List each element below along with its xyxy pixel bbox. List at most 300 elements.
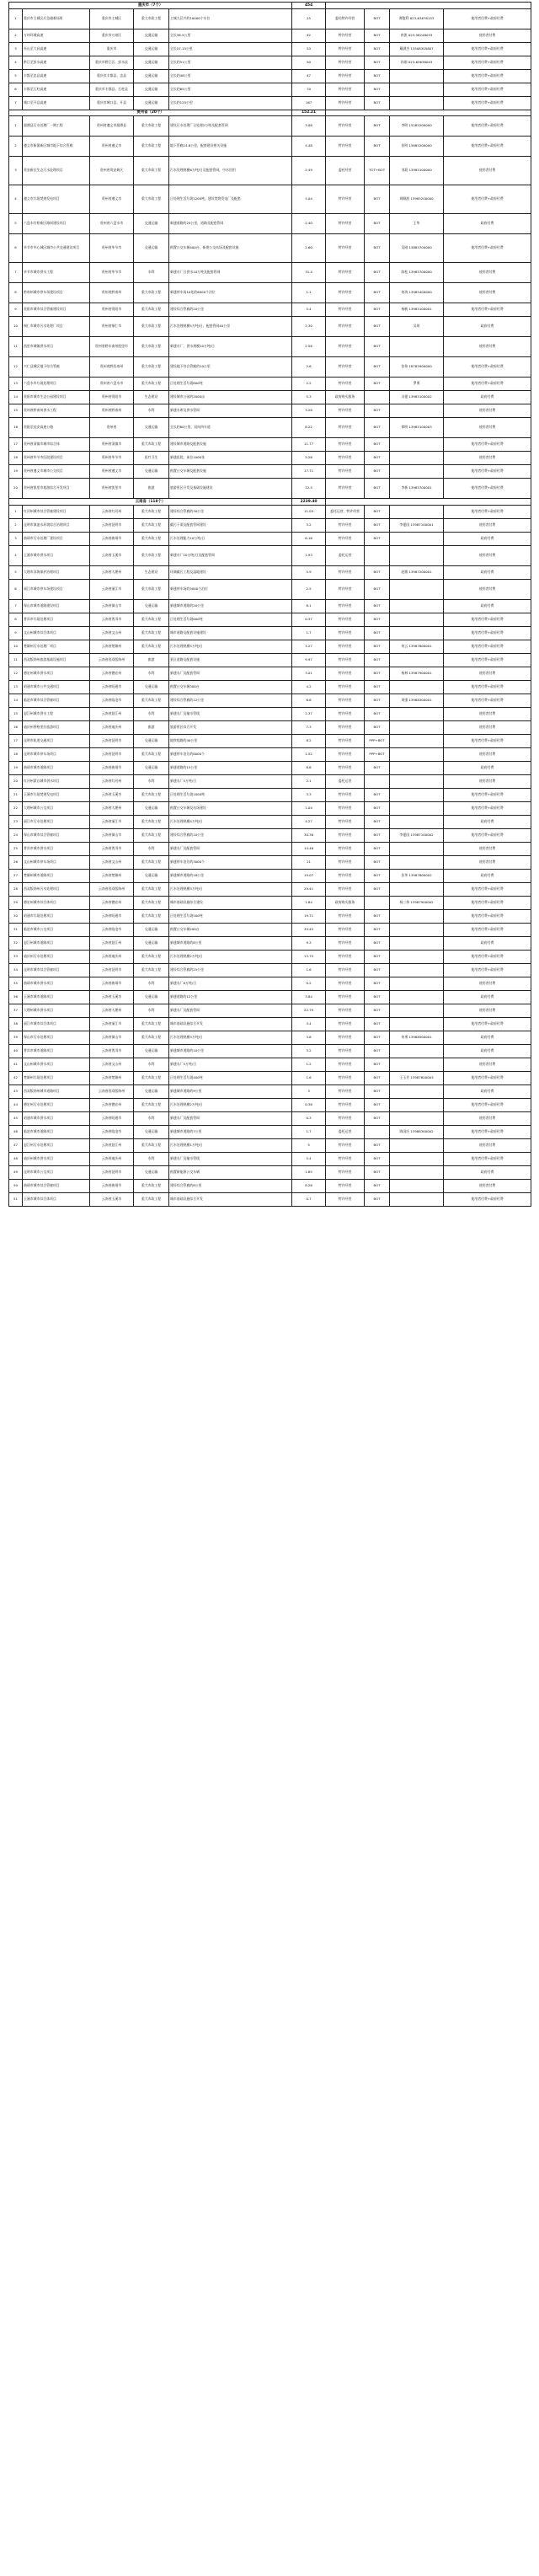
cell-mode: BOT [365, 465, 390, 479]
cell-return: 使用者付费 [444, 855, 531, 869]
cell-invest: 0.36 [292, 1098, 326, 1111]
cell-invest: 3.28 [292, 404, 326, 418]
cell-unit: 重庆市万州区 [90, 29, 134, 42]
table-row [9, 234, 531, 263]
cell-name: 贵州省清镇市城市综合体 [23, 438, 90, 452]
cell-contact [390, 404, 444, 418]
cell-no: 49 [9, 1165, 23, 1179]
cell-content: 全长约48公里 [169, 69, 292, 83]
cell-mode: BOT [365, 96, 390, 110]
table-row [9, 1152, 531, 1165]
cell-name: 贵阳市城市生态公园建设项目 [23, 391, 90, 404]
cell-no: 44 [9, 1098, 23, 1111]
cell-content: 新建城市道路约10公里 [169, 1044, 292, 1058]
cell-no: 3 [9, 157, 23, 185]
cell-no: 7 [9, 263, 23, 283]
cell-mode: BOT [365, 1004, 390, 1017]
cell-contact [390, 977, 444, 990]
cell-name: 黔南州城市停车场建设项目 [23, 283, 90, 303]
cell-invest: 5 [292, 1138, 326, 1152]
cell-contact [390, 774, 444, 788]
cell-content: 新建道路约15公里 [169, 761, 292, 774]
cell-unit: 贵州省黔西南州 [90, 357, 134, 378]
cell-unit: 云南省迪庆州 [90, 1152, 134, 1165]
cell-sector: 重大市政工程 [134, 317, 169, 337]
cell-mode: BOT [365, 357, 390, 378]
cell-unit: 云南省丽江市 [90, 815, 134, 828]
cell-unit: 云南省普洱市 [90, 613, 134, 626]
cell-content: 购置新能源公交车辆 [169, 1165, 292, 1179]
cell-sector: 交通运输 [134, 936, 169, 950]
cell-contact [390, 1098, 444, 1111]
cell-contact: 杨林 13987900001 [390, 667, 444, 680]
cell-name: 毕节市城市供水工程 [23, 263, 90, 283]
section-total: 454 [292, 3, 326, 9]
cell-mode [365, 391, 390, 404]
table-row [9, 936, 531, 950]
cell-mode: BOT [365, 438, 390, 452]
cell-invest: 42 [292, 29, 326, 42]
cell-sector: 重大市政工程 [134, 855, 169, 869]
cell-content: 污水处理规模5万吨/日 [169, 640, 292, 653]
cell-content: 环湖截污工程及湿地建设 [169, 565, 292, 579]
cell-name: 贵阳市城市综合管廊建设项目 [23, 303, 90, 317]
cell-mode [365, 774, 390, 788]
cell-sector: 重大市政工程 [134, 747, 169, 761]
table-row [9, 69, 531, 83]
section-row [9, 3, 531, 9]
cell-mode: BOT [365, 761, 390, 774]
cell-content: 污水处理规模5万吨/日，配套管网40公里 [169, 317, 292, 337]
cell-contact: 吴琼 [390, 317, 444, 337]
cell-return: 使用者付费+政府付费 [444, 694, 531, 707]
cell-name: 铜仁市城市污水处理厂项目 [23, 317, 90, 337]
cell-content: 新建水厂日供水10万吨及配套管网 [169, 263, 292, 283]
table-row [9, 1125, 531, 1138]
cell-contact: 赵敏 13987200001 [390, 565, 444, 579]
cell-return: 使用者付费+政府付费 [444, 465, 531, 479]
cell-sector: 重大市政工程 [134, 378, 169, 391]
cell-sector: 重大市政工程 [134, 1098, 169, 1111]
cell-unit: 云南省昭通市 [90, 680, 134, 694]
cell-content: 新建水库及供水管网 [169, 404, 292, 418]
cell-mode: BOT [365, 137, 390, 157]
cell-model: 特许经营 [326, 1017, 365, 1031]
cell-name: 黔江至彭水高速 [23, 56, 90, 69]
cell-no: 18 [9, 747, 23, 761]
cell-model: 特许经营 [326, 317, 365, 337]
table-row [9, 680, 531, 694]
cell-unit: 云南省昆明市 [90, 1165, 134, 1179]
cell-invest: 2.56 [292, 337, 326, 357]
cell-model: 特许经营 [326, 1084, 365, 1098]
cell-return: 使用者付费+政府付费 [444, 734, 531, 747]
cell-return: 使用者付费+政府付费 [444, 1071, 531, 1084]
cell-content: 新建水厂，供水规模10万吨/日 [169, 337, 292, 357]
cell-unit: 重庆市城口县、开县 [90, 96, 134, 110]
cell-model: 特许经营 [326, 1031, 365, 1044]
cell-sector: 交通运输 [134, 869, 169, 882]
cell-content: 截污干渠及配套管网建设 [169, 518, 292, 532]
cell-unit: 重庆市丰都县、石柱县 [90, 83, 134, 96]
cell-model: 特许经营 [326, 599, 365, 613]
cell-unit: 云南省大理州 [90, 1004, 134, 1017]
cell-model: 特许经营 [326, 214, 365, 234]
cell-contact [390, 923, 444, 936]
cell-sector: 交通运输 [134, 96, 169, 110]
cell-return: 使用者付费+政府付费 [444, 1017, 531, 1031]
cell-return: 政府付费 [444, 599, 531, 613]
cell-no: 24 [9, 828, 23, 842]
cell-mode: BOT [365, 694, 390, 707]
cell-no: 42 [9, 1071, 23, 1084]
cell-content: 建设综合管廊约10公里 [169, 828, 292, 842]
cell-model: 特许经营 [326, 1152, 365, 1165]
cell-invest: 2.2 [292, 378, 326, 391]
cell-mode: BOT [365, 801, 390, 815]
cell-content: 新建水厂5万吨/日 [169, 774, 292, 788]
cell-return: 使用者付费+政府付费 [444, 680, 531, 694]
cell-model: 特许经营 [326, 1111, 365, 1125]
cell-content: 新建水厂及配套管网 [169, 667, 292, 680]
cell-unit: 贵州省遵义市湄潭县 [90, 116, 134, 137]
cell-invest: 1.52 [292, 747, 326, 761]
cell-name: 文山州城市综合体项目 [23, 626, 90, 640]
cell-name: 临沧市城市公交项目 [23, 923, 90, 936]
cell-model: 特许经营 [326, 532, 365, 545]
cell-content: 新建医院，床位1000张 [169, 452, 292, 465]
cell-unit: 云南省大理州 [90, 565, 134, 579]
cell-content: 污水处理规模2万吨/日 [169, 1098, 292, 1111]
cell-content: 全长57.15公里 [169, 42, 292, 56]
table-row [9, 1179, 531, 1192]
cell-return: 使用者付费 [444, 337, 531, 357]
cell-mode: BOT [365, 1071, 390, 1084]
cell-model: 特许经营 [326, 579, 365, 599]
cell-model: 特许经营 [326, 1165, 365, 1179]
cell-model: 特许经营 [326, 283, 365, 303]
table-row [9, 29, 531, 42]
table-row [9, 842, 531, 855]
cell-invest: 1.27 [292, 640, 326, 653]
cell-return: 使用者付费+政府付费 [444, 96, 531, 110]
cell-model: 委托运营 [326, 774, 365, 788]
cell-contact: 张伟 18785900000 [390, 357, 444, 378]
cell-unit: 贵州省遵义市 [90, 185, 134, 214]
cell-name: 贵州省凯里市旅游综合开发项目 [23, 479, 90, 499]
table-row [9, 56, 531, 69]
table-row [9, 761, 531, 774]
cell-mode: BOT [365, 990, 390, 1004]
cell-sector: 重大市政工程 [134, 788, 169, 801]
cell-return: 政府付费 [444, 869, 531, 882]
cell-return: 使用者付费 [444, 747, 531, 761]
cell-content: 污水处理规模2万吨/日 [169, 950, 292, 963]
cell-mode: BOT [365, 234, 390, 263]
cell-no: 41 [9, 1058, 23, 1071]
cell-contact [390, 1111, 444, 1125]
cell-invest: 1.84 [292, 896, 326, 909]
cell-content: 购置公交车辆及站场建设 [169, 801, 292, 815]
cell-invest: 31.4 [292, 263, 326, 283]
cell-no: 36 [9, 990, 23, 1004]
cell-return: 使用者付费+政府付费 [444, 801, 531, 815]
cell-unit: 云南省曲靖市 [90, 761, 134, 774]
cell-model: 特许经营 [326, 518, 365, 532]
cell-unit: 云南省楚雄州 [90, 869, 134, 882]
cell-mode: BOT [365, 667, 390, 680]
cell-return: 使用者付费 [444, 842, 531, 855]
cell-contact [390, 990, 444, 1004]
cell-contact [390, 337, 444, 357]
cell-contact [390, 83, 444, 96]
cell-contact [390, 842, 444, 855]
cell-invest: 1.7 [292, 1125, 326, 1138]
cell-model: 特许经营 [326, 788, 365, 801]
cell-no: 5 [9, 69, 23, 83]
cell-mode: BOT [365, 977, 390, 990]
cell-content: 购置公交车辆及配套设施 [169, 465, 292, 479]
cell-model: 特许经营 [326, 1071, 365, 1084]
cell-invest: 2.40 [292, 214, 326, 234]
cell-content: 新建水厂及配套管网 [169, 842, 292, 855]
cell-model: 委托特许经营 [326, 8, 365, 29]
cell-name: 迪庆州城市供水项目 [23, 1152, 90, 1165]
table-row [9, 438, 531, 452]
cell-name: 德宏州城市综合体项目 [23, 896, 90, 909]
cell-no: 47 [9, 1138, 23, 1152]
cell-model: 特许经营 [326, 42, 365, 56]
cell-return: 使用者付费 [444, 283, 531, 303]
cell-name: 大理州城市公交项目 [23, 801, 90, 815]
cell-no: 1 [9, 116, 23, 137]
cell-invest: 5.26 [292, 452, 326, 465]
cell-name: 怒江州污水处理项目 [23, 1138, 90, 1152]
cell-no: 35 [9, 977, 23, 990]
section-blank [326, 3, 531, 9]
cell-contact [390, 69, 444, 83]
cell-return: 使用者付费+政府付费 [444, 116, 531, 137]
cell-content: 建设综合管廊约20公里 [169, 303, 292, 317]
cell-no: 5 [9, 214, 23, 234]
cell-invest: 2.6 [292, 357, 326, 378]
cell-content: 日处理生活垃圾1000吨 [169, 788, 292, 801]
cell-invest: 2.30 [292, 317, 326, 337]
cell-contact [390, 815, 444, 828]
cell-sector: 重大市政工程 [134, 337, 169, 357]
cell-no: 50 [9, 1179, 23, 1192]
cell-name: 万州环城高速 [23, 29, 90, 42]
cell-invest: 11.77 [292, 438, 326, 452]
cell-return: 使用者付费+政府付费 [444, 479, 531, 499]
cell-no: 11 [9, 653, 23, 667]
cell-content: 新建水厂及配套管网 [169, 1004, 292, 1017]
cell-return: 政府付费 [444, 532, 531, 545]
cell-model: 特许经营 [326, 707, 365, 720]
cell-contact [390, 788, 444, 801]
cell-contact: 周强 13988300001 [390, 694, 444, 707]
cell-invest: 3.4 [292, 1017, 326, 1031]
cell-unit: 云南省红河州 [90, 505, 134, 518]
cell-unit: 云南省普洱市 [90, 1044, 134, 1058]
cell-mode: BOT [365, 337, 390, 357]
cell-sector: 水利 [134, 1058, 169, 1071]
cell-sector: 交通运输 [134, 1125, 169, 1138]
cell-contact [390, 1152, 444, 1165]
cell-invest: 0.3 [292, 1111, 326, 1125]
cell-contact [390, 545, 444, 565]
cell-invest: 2.60 [292, 234, 326, 263]
cell-contact [390, 1004, 444, 1017]
cell-contact [390, 747, 444, 761]
cell-return: 使用者付费 [444, 545, 531, 565]
cell-unit: 云南省西双版纳州 [90, 1084, 134, 1098]
cell-sector: 交通运输 [134, 1084, 169, 1098]
cell-content: 污水处理规模1万吨/日 [169, 1138, 292, 1152]
cell-content: 新建水厂及配套管网 [169, 1111, 292, 1125]
cell-unit: 云南省曲靖市 [90, 1179, 134, 1192]
cell-no: 15 [9, 404, 23, 418]
cell-unit: 云南省德宏州 [90, 896, 134, 909]
cell-mode: BOT [365, 842, 390, 855]
cell-return: 使用者付费+政府付费 [444, 1098, 531, 1111]
cell-content: 建设城市公园约2000亩 [169, 391, 292, 404]
cell-return: 使用者付费+政府付费 [444, 653, 531, 667]
table-row [9, 545, 531, 565]
cell-contact [390, 680, 444, 694]
cell-sector: 水利 [134, 1152, 169, 1165]
cell-content: 新建道路约12公里 [169, 990, 292, 1004]
cell-unit: 云南省迪庆州 [90, 720, 134, 734]
cell-return: 政府付费 [444, 1031, 531, 1044]
cell-return: 使用者付费 [444, 1179, 531, 1192]
cell-model: 特许经营 [326, 69, 365, 83]
cell-content: 污水处理规模3万吨/日 [169, 1031, 292, 1044]
cell-invest: 6.16 [292, 532, 326, 545]
cell-invest: 0.2 [292, 977, 326, 990]
cell-invest: 9.97 [292, 653, 326, 667]
table-row [9, 1017, 531, 1031]
table-row [9, 1165, 531, 1179]
cell-return: 使用者付费+政府付费 [444, 83, 531, 96]
cell-sector: 交通运输 [134, 69, 169, 83]
cell-contact [390, 707, 444, 720]
cell-model: 特许经营 [326, 404, 365, 418]
cell-model: 委托运营 [326, 545, 365, 565]
cell-sector: 重大市政工程 [134, 518, 169, 532]
table-row [9, 452, 531, 465]
table-row [9, 1192, 531, 1206]
cell-content: 新建停车泊位约8000个 [169, 747, 292, 761]
table-row [9, 42, 531, 56]
table-row [9, 1084, 531, 1098]
cell-mode: BOT [365, 56, 390, 69]
cell-return: 使用者付费+政府付费 [444, 42, 531, 56]
table-row [9, 579, 531, 599]
cell-mode: BOT [365, 1138, 390, 1152]
cell-content: 日处理生活垃圾500吨 [169, 909, 292, 923]
cell-mode [365, 545, 390, 565]
cell-mode: BOT [365, 613, 390, 626]
cell-unit: 云南省红河州 [90, 774, 134, 788]
table-row [9, 882, 531, 896]
cell-sector: 交通运输 [134, 990, 169, 1004]
cell-sector: 水利 [134, 977, 169, 990]
cell-model: 特许经营 [326, 694, 365, 707]
cell-model: 特许经营 [326, 936, 365, 950]
cell-sector: 重大市政工程 [134, 532, 169, 545]
cell-model: 特许经营 [326, 626, 365, 640]
cell-invest: 3.3 [292, 788, 326, 801]
cell-sector: 重大市政工程 [134, 116, 169, 137]
table-body [9, 3, 531, 1207]
cell-mode: BOT [365, 29, 390, 42]
cell-invest: 29.41 [292, 882, 326, 896]
cell-name: 楚雄州垃圾处理项目 [23, 1071, 90, 1084]
cell-invest: 4.48 [292, 137, 326, 157]
cell-content: 全长约125公里 [169, 96, 292, 110]
cell-unit: 贵州省六盘水市 [90, 214, 134, 234]
cell-name: 昭通市城市供水项目 [23, 1111, 90, 1125]
cell-model: 特许经营 [326, 479, 365, 499]
cell-mode: BOT [365, 1031, 390, 1044]
cell-contact [390, 963, 444, 977]
table-row [9, 950, 531, 963]
cell-name: 文山州城市供水项目 [23, 1058, 90, 1071]
cell-sector: 交通运输 [134, 599, 169, 613]
cell-sector: 重大市政工程 [134, 1179, 169, 1192]
cell-return: 政府付费 [444, 990, 531, 1004]
cell-model: 特许经营 [326, 640, 365, 653]
cell-mode: BOT [365, 707, 390, 720]
cell-sector: 交通运输 [134, 680, 169, 694]
cell-unit: 云南省临沧市 [90, 923, 134, 936]
cell-content: 污水处理规模6万吨/日及配套管网，中水回用 [169, 157, 292, 185]
cell-mode: BOT [365, 1179, 390, 1192]
cell-mode: BOT [365, 8, 390, 29]
cell-content: 旅游景区综合开发 [169, 720, 292, 734]
cell-model: 特许经营 [326, 990, 365, 1004]
cell-mode: BOT [365, 788, 390, 801]
cell-model: 特许经营 [326, 137, 365, 157]
cell-mode: BOT [365, 83, 390, 96]
cell-mode: BOT [365, 69, 390, 83]
table-row [9, 1004, 531, 1017]
cell-sector: 交通运输 [134, 734, 169, 747]
cell-mode: BOT [365, 720, 390, 734]
table-row [9, 815, 531, 828]
cell-mode: BOT [365, 653, 390, 667]
table-row [9, 1071, 531, 1084]
cell-name: 临沧市城市综合管廊项目 [23, 694, 90, 707]
cell-name: 昆明市城市综合管廊项目 [23, 963, 90, 977]
cell-contact: 徐明 13985100003 [390, 418, 444, 438]
cell-invest: 1.2 [292, 1058, 326, 1071]
cell-content: 新建城市道路约7公里 [169, 1125, 292, 1138]
cell-sector: 交通运输 [134, 465, 169, 479]
cell-unit: 云南省玉溪市 [90, 990, 134, 1004]
cell-sector: 重大市政工程 [134, 438, 169, 452]
cell-unit: 云南省楚雄州 [90, 640, 134, 653]
section-title: 云南省（118个） [9, 499, 292, 506]
cell-content: 购置公交车辆300台 [169, 680, 292, 694]
cell-mode: BOT [365, 599, 390, 613]
cell-unit: 云南省楚雄州 [90, 1071, 134, 1084]
cell-unit: 贵州省黔南州 [90, 283, 134, 303]
cell-return: 使用者付费+政府付费 [444, 896, 531, 909]
cell-content: 污水处理能力10万吨/日 [169, 532, 292, 545]
cell-sector: 重大市政工程 [134, 1031, 169, 1044]
